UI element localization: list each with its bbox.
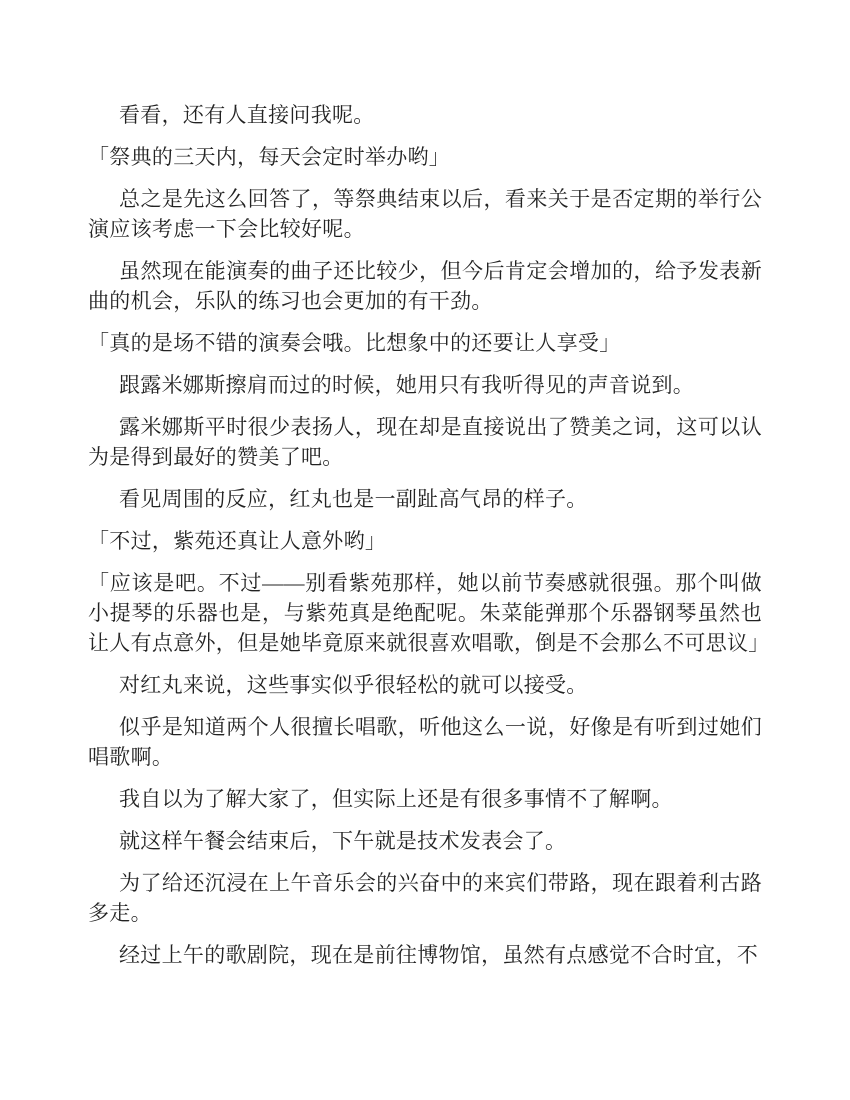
paragraph: 就这样午餐会结束后，下午就是技术发表会了。	[119, 829, 567, 853]
paragraph: 虽然现在能演奏的曲子还比较少，但今后肯定会增加的，给予发表新曲的机会，乐队的练习也会更加的有干劲。	[88, 259, 762, 313]
paragraph: 「应该是吧。不过——别看紫苑那样，她以前节奏感就很强。那个叫做小提琴的乐器也是，与紫苑真是绝配呢。朱菜能弹那个乐器钢琴虽然也让人有点意外，但是她毕竟原来就很喜欢唱歌，倒是不会那么不可思议」	[88, 571, 770, 655]
paragraph: 「真的是场不错的演奏会哦。比想象中的还要让人享受」	[88, 331, 621, 355]
paragraph: 「不过，紫苑还真让人意外哟」	[88, 529, 387, 553]
paragraph: 对红丸来说，这些事实似乎很轻松的就可以接受。	[119, 673, 588, 697]
paragraph: 「祭典的三天内，每天会定时举办哟」	[88, 145, 451, 169]
paragraph: 为了给还沉浸在上午音乐会的兴奋中的来宾们带路，现在跟着利古路多走。	[88, 871, 762, 925]
paragraph: 看看，还有人直接问我呢。	[119, 103, 375, 127]
paragraph: 经过上午的歌剧院，现在是前往博物馆，虽然有点感觉不合时宜，不	[119, 943, 758, 967]
paragraph: 似乎是知道两个人很擅长唱歌，听他这么一说，好像是有听到过她们唱歌啊。	[88, 715, 762, 769]
paragraph: 跟露米娜斯擦肩而过的时候，她用只有我听得见的声音说到。	[119, 373, 695, 397]
paragraph: 看见周围的反应，红丸也是一副趾高气昂的样子。	[119, 487, 588, 511]
paragraph: 总之是先这么回答了，等祭典结束以后，看来关于是否定期的举行公演应该考虑一下会比较好呢。	[88, 187, 762, 241]
paragraph: 露米娜斯平时很少表扬人，现在却是直接说出了赞美之词，这可以认为是得到最好的赞美了吧。	[88, 415, 762, 469]
paragraph: 我自以为了解大家了，但实际上还是有很多事情不了解啊。	[119, 787, 673, 811]
